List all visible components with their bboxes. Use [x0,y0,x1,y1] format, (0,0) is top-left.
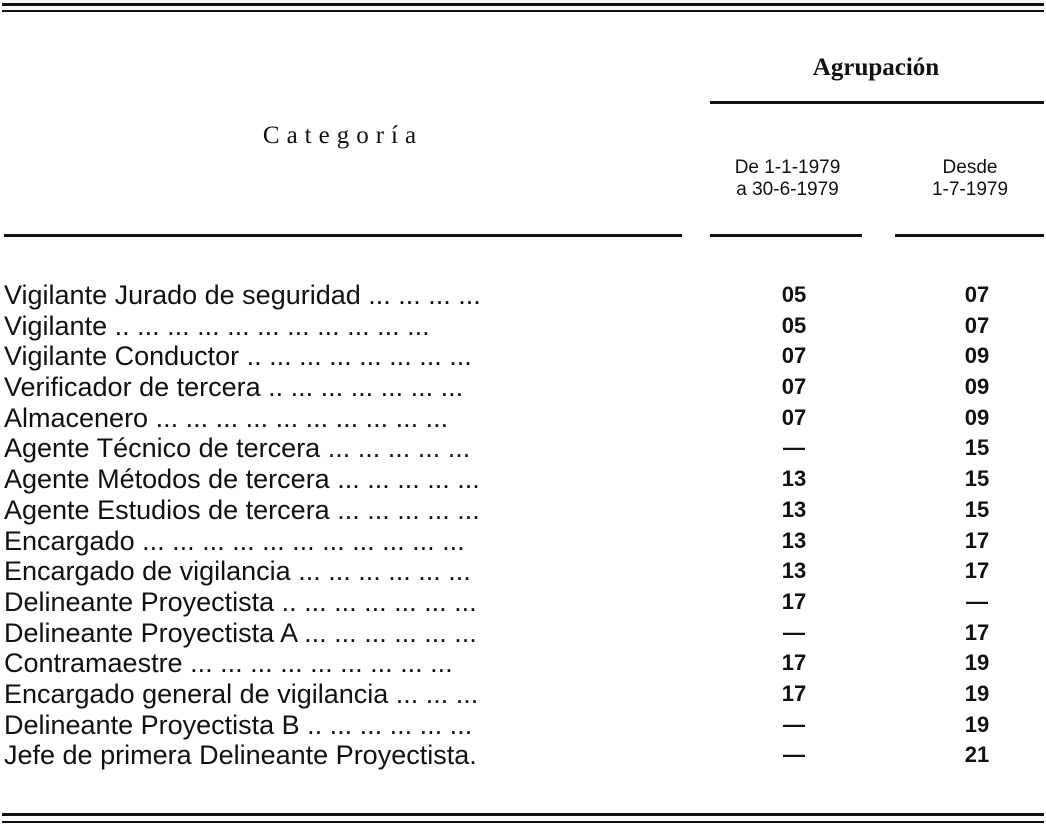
row-value-periodo-1: 17 [781,680,807,706]
row-categoria: Delineante Proyectista .. ... ... ... ... ... ... [4,586,477,617]
table-row [4,526,1044,557]
bottom-rule-thick [2,813,1044,816]
row-value-periodo-1: — [783,435,805,461]
row-value-periodo-2: 15 [964,496,990,522]
row-value-periodo-2: — [966,588,988,614]
row-value-periodo-2: 19 [964,711,990,737]
row-value-periodo-1: — [783,711,805,737]
table-row [4,587,1044,618]
row-value-periodo-1: 17 [781,650,807,676]
row-value-periodo-1: 05 [781,312,807,338]
row-value-periodo-2: 15 [964,435,990,461]
row-value-periodo-2: 09 [964,404,990,430]
row-value-periodo-2: 19 [964,680,990,706]
table-row [4,311,1044,342]
row-categoria: Vigilante Jurado de seguridad ... ... ... ... [4,280,481,310]
row-value-periodo-2: 17 [964,527,990,553]
row-categoria: Almacenero ... ... ... ... ... ... ... ... ... ... [4,402,449,433]
row-value-periodo-1: 13 [781,527,807,553]
table-row [4,556,1044,587]
row-value-periodo-2: 09 [964,343,990,369]
bottom-rule-thin [2,821,1044,823]
row-value-periodo-1: 07 [781,343,807,369]
row-categoria: Encargado general de vigilancia ... ... ... [4,678,479,709]
header-col-periodo-1: De 1-1-1979 a 30-6-1979 [734,157,841,200]
row-value-periodo-1: 07 [781,404,807,430]
row-value-periodo-2: 17 [964,619,990,645]
row-categoria: Delineante Proyectista B .. ... ... ... ... ... [4,709,473,740]
row-value-periodo-2: 19 [964,650,990,676]
row-value-periodo-1: 17 [781,588,807,614]
row-categoria: Vigilante Conductor .. ... ... ... ... ... ... ... [4,341,472,372]
row-categoria: Encargado ... ... ... ... ... ... ... ... ... ... ... [4,525,465,556]
row-value-periodo-2: 09 [964,374,990,400]
row-categoria: Contramaestre ... ... ... ... ... ... ... ... ... [4,648,453,679]
table-row [4,710,1044,741]
table-row [4,341,1044,372]
row-value-periodo-1: 05 [781,282,807,307]
header-categoria: Categoría [262,122,424,149]
table-row [4,403,1044,434]
header-col-periodo-2: Desde 1-7-1979 [931,157,1009,200]
header-agrupacion: Agrupación [812,54,940,81]
row-value-periodo-1: 13 [781,466,807,492]
row-value-periodo-1: 07 [781,374,807,400]
table-row [4,618,1044,649]
col2-underline [895,234,1044,237]
row-categoria: Encargado de vigilancia ... ... ... ... ... ... [4,556,471,587]
col1-underline [710,234,862,237]
row-value-periodo-2: 15 [964,466,990,492]
row-value-periodo-1: — [783,619,805,645]
table-row [4,372,1044,403]
table-row [4,464,1044,495]
row-value-periodo-1: 13 [781,496,807,522]
row-categoria: Verificador de tercera .. ... ... ... ... ... ... [4,372,464,403]
table-row [4,648,1044,679]
row-value-periodo-2: 17 [964,558,990,584]
table-row [4,280,1044,311]
row-categoria: Jefe de primera Delineante Proyectista. [4,740,477,771]
row-categoria: Agente Estudios de tercera ... ... ... ... ... [4,494,480,525]
table-row [4,433,1044,464]
categoria-underline [4,234,682,237]
row-categoria: Agente Técnico de tercera ... ... ... ... ... [4,433,471,464]
table-body [4,280,1044,771]
table-row [4,495,1044,526]
agrupacion-underline [710,101,1044,104]
row-value-periodo-2: 07 [964,282,990,307]
top-rule-thick [2,3,1044,6]
row-value-periodo-1: 13 [781,558,807,584]
row-categoria: Vigilante .. ... ... ... ... ... ... ... ... ... ... [4,310,430,341]
table-row [4,679,1044,710]
table-row [4,740,1044,771]
row-categoria: Agente Métodos de tercera ... ... ... ... ... [4,464,480,495]
row-categoria: Delineante Proyectista A ... ... ... ... ... ... [4,617,477,648]
row-value-periodo-1: — [783,742,805,768]
top-rule-thin [2,10,1044,12]
row-value-periodo-2: 21 [964,742,990,768]
row-value-periodo-2: 07 [964,312,990,338]
